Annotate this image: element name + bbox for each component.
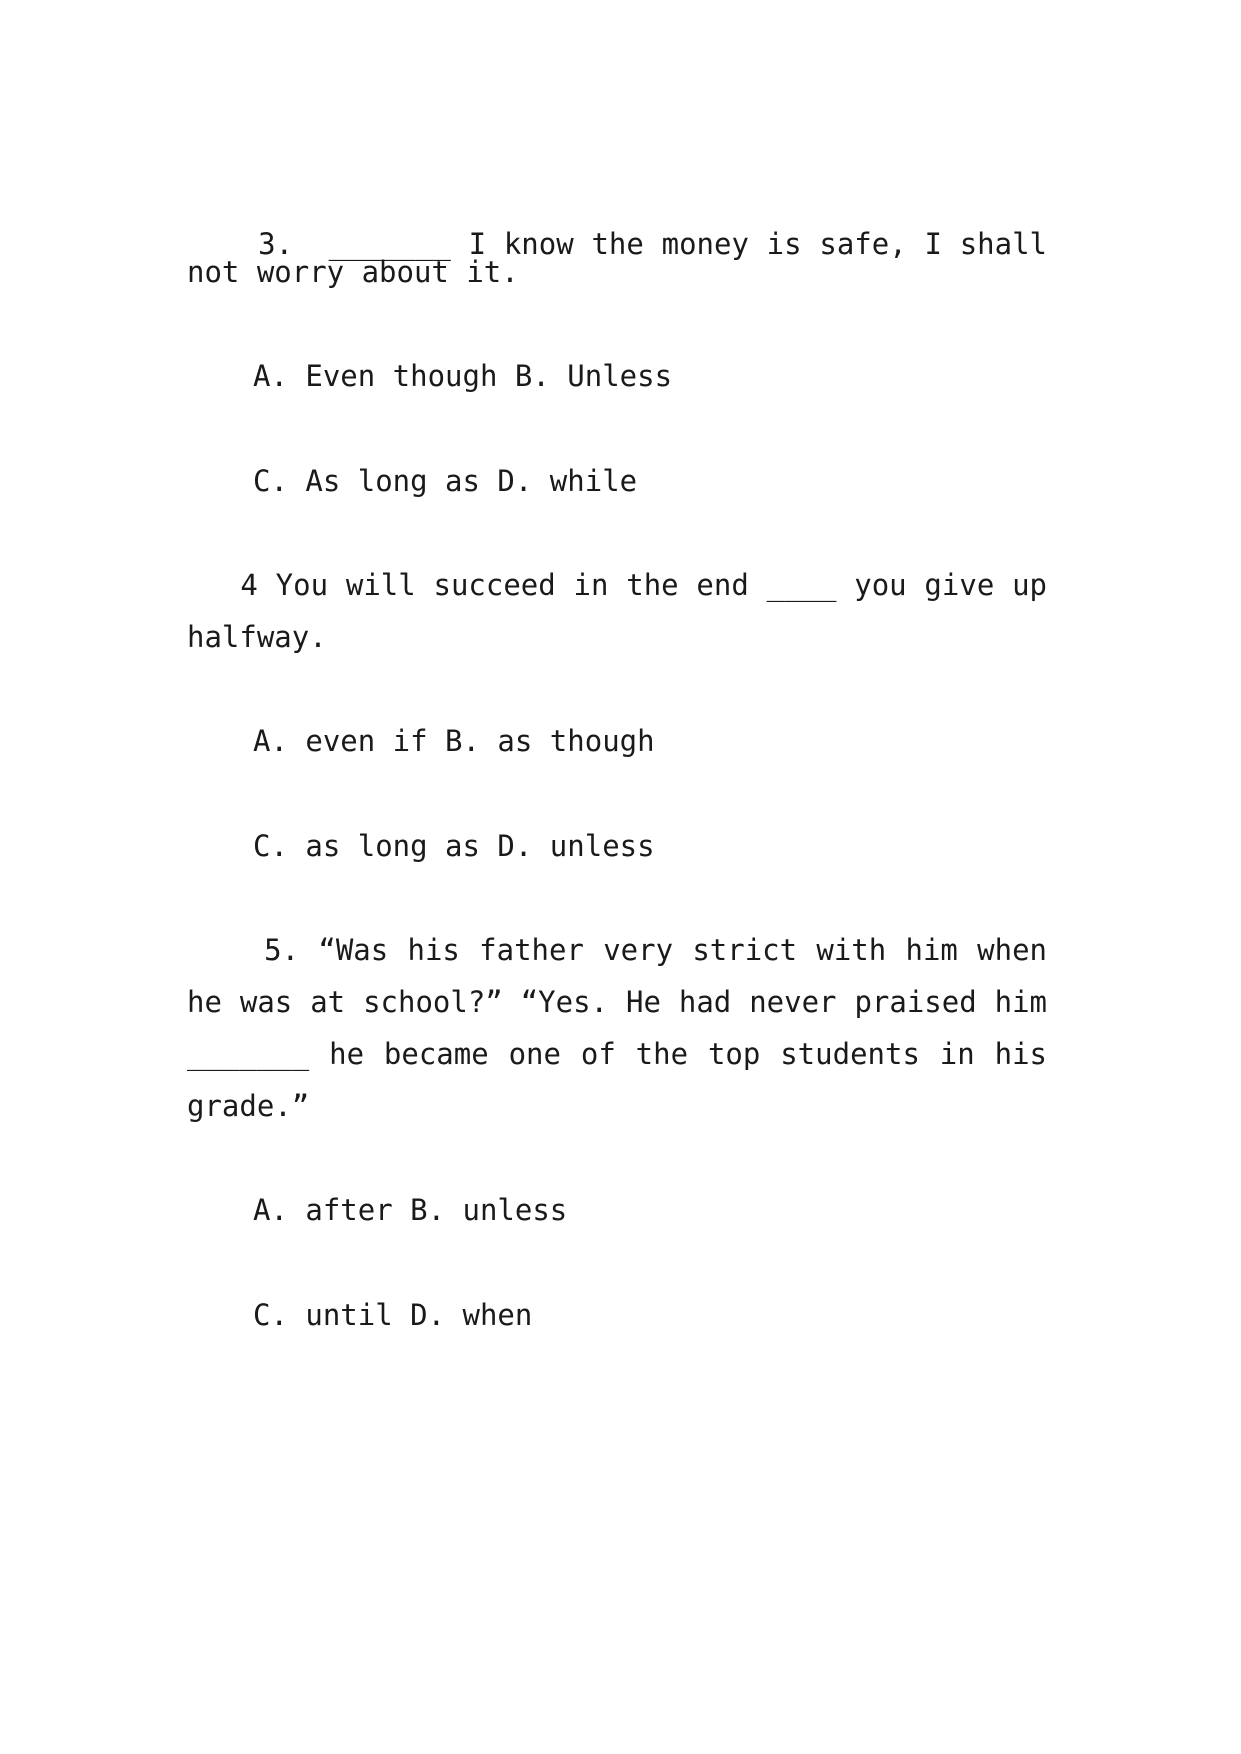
question-3-line-2: not worry about it.: [187, 255, 519, 289]
question-5-options-cd: C. until D. when: [253, 1298, 533, 1332]
question-4-line-1: 4 You will succeed in the end ____ you give up: [187, 568, 1047, 602]
question-5-line-4: grade.”: [187, 1089, 310, 1123]
question-4-line-2: halfway.: [187, 620, 327, 654]
question-4-options-cd: C. as long as D. unless: [253, 829, 655, 863]
question-4-options-ab: A. even if B. as though: [253, 724, 655, 758]
question-5-line-2: he was at school?” “Yes. He had never praised him: [187, 985, 1047, 1019]
question-3-options-cd: C. As long as D. while: [253, 464, 638, 498]
question-3-options-ab: A. Even though B. Unless: [253, 359, 673, 393]
question-5-line-1: 5. “Was his father very strict with him when: [187, 933, 1047, 967]
question-5-line-3: _______ he became one of the top students in his: [187, 1037, 1047, 1071]
question-5-options-ab: A. after B. unless: [253, 1193, 568, 1227]
question-3-line-1: 3. _______ I know the money is safe, I shall: [187, 227, 1047, 261]
